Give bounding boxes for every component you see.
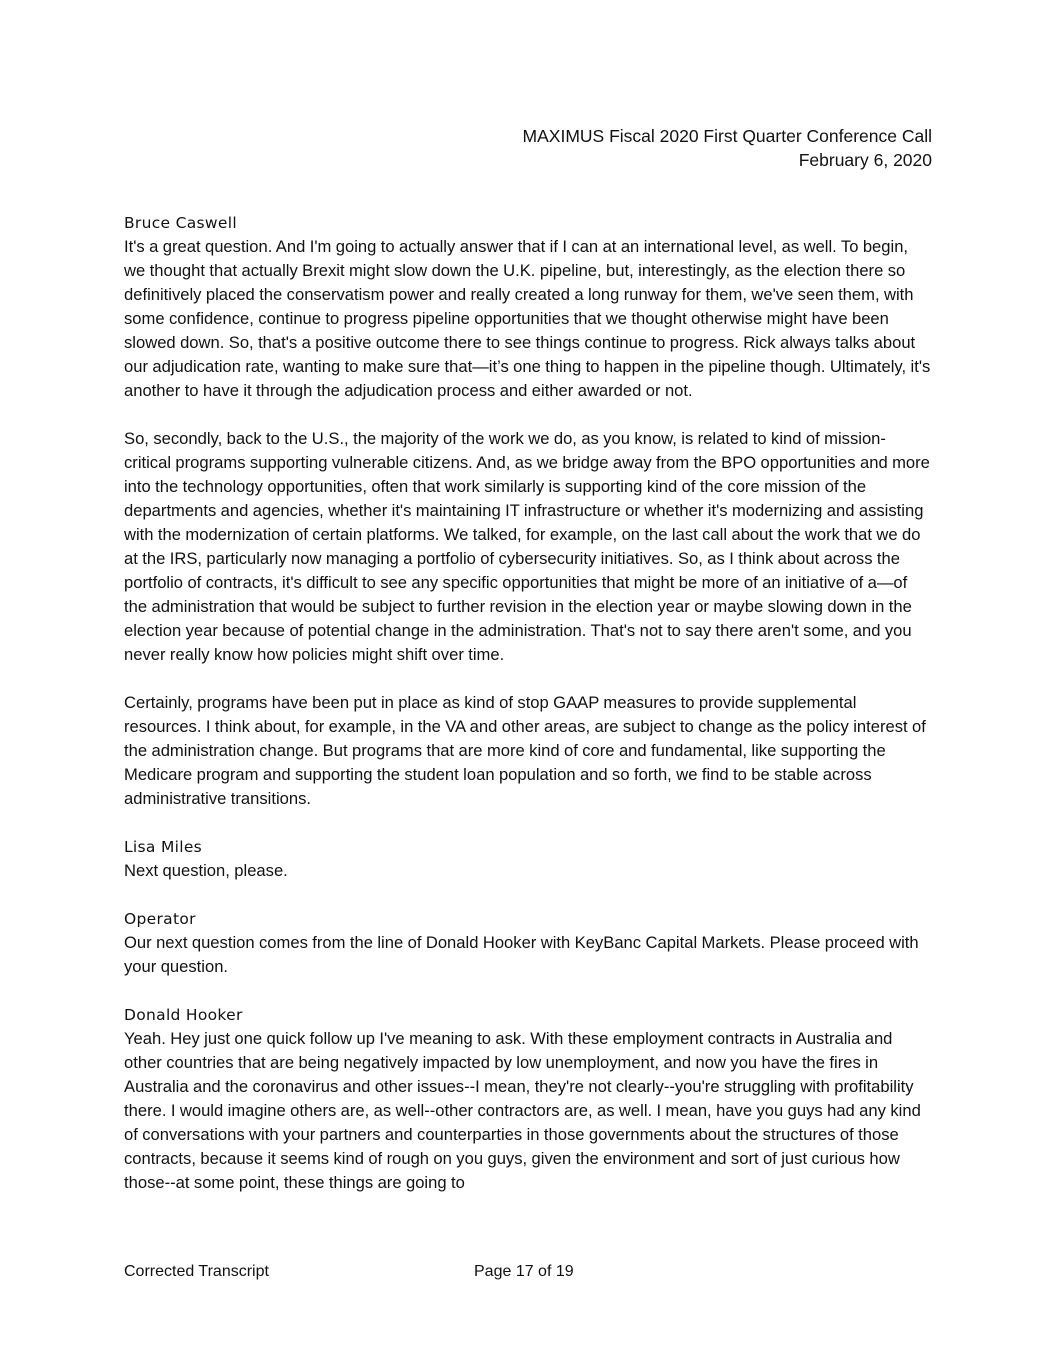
speaker-block bbox=[124, 835, 932, 883]
transcript-paragraph: Certainly, programs have been put in place as kind of stop GAAP measures to provide supplemental resources. I think about, for example, in the VA and other areas, are subject to change as the policy interest of the administration change. But programs that are more kind of core and fundamental, like supporting the Medicare program and supporting the student loan population and so forth, we find to be stable across administrative transitions. bbox=[124, 693, 926, 808]
transcript-paragraph: Our next question comes from the line of Donald Hooker with KeyBanc Capital Markets. Please proceed with your question. bbox=[124, 933, 919, 976]
document-header bbox=[523, 124, 932, 172]
speaker-block bbox=[124, 907, 932, 979]
speaker-name: Lisa Miles bbox=[124, 838, 203, 856]
transcript-paragraph: It's a great question. And I'm going to actually answer that if I can at an international level, as well. To begin, we thought that actually Brexit might slow down the U.K. pipeline, but, interestingly, as the election there so definitively placed the conservatism power and really created a long runway for them, we've seen them, with some confidence, continue to progress pipeline opportunities that we thought otherwise might have been slowed down. So, that's a positive outcome there to see things continue to progress. Rick always talks about our adjudication rate, wanting to make sure that—it’s one thing to happen in the pipeline though. Ultimately, it's another to have it through the adjudication process and either awarded or not. bbox=[124, 237, 931, 400]
transcript-paragraph: Yeah. Hey just one quick follow up I've meaning to ask. With these employment contracts in Australia and other countries that are being negatively impacted by low unemployment, and now you have the fires in Australia and the coronavirus and other issues--I mean, they're not clearly--you're struggling with profitability there. I would imagine others are, as well--other contractors are, as well. I mean, have you guys had any kind of conversations with your partners and counterparties in those governments about the structures of those contracts, because it seems kind of rough on you guys, given the environment and sort of just curious how those--at some point, these things are going to bbox=[124, 1029, 921, 1192]
speaker-name: Bruce Caswell bbox=[124, 214, 237, 232]
transcript-body bbox=[124, 211, 932, 1219]
header-date: February 6, 2020 bbox=[798, 150, 932, 170]
page-number: Page 17 of 19 bbox=[474, 1263, 574, 1280]
transcript-paragraph: Next question, please. bbox=[124, 861, 288, 880]
speaker-block bbox=[124, 1003, 932, 1195]
speaker-name: Donald Hooker bbox=[124, 1006, 243, 1024]
footer-label: Corrected Transcript bbox=[124, 1263, 269, 1280]
header-title: MAXIMUS Fiscal 2020 First Quarter Conference Call bbox=[522, 126, 932, 146]
transcript-paragraph: So, secondly, back to the U.S., the majority of the work we do, as you know, is related to kind of mission-critical programs supporting vulnerable citizens. And, as we bridge away from the BPO opportunities and more into the technology opportunities, often that work similarly is supporting kind of the core mission of the departments and agencies, whether it's maintaining IT infrastructure or whether it's modernizing and assisting with the modernization of certain platforms. We talked, for example, on the last call about the work that we do at the IRS, particularly now managing a portfolio of cybersecurity initiatives. So, as I think about across the portfolio of contracts, it's difficult to see any specific opportunities that might be more of an initiative of a—of the administration that would be subject to further revision in the election year or maybe slowing down in the election year because of potential change in the administration. That's not to say there aren't some, and you never really know how policies might shift over time. bbox=[124, 429, 930, 664]
speaker-block bbox=[124, 211, 932, 811]
speaker-name: Operator bbox=[124, 910, 196, 928]
